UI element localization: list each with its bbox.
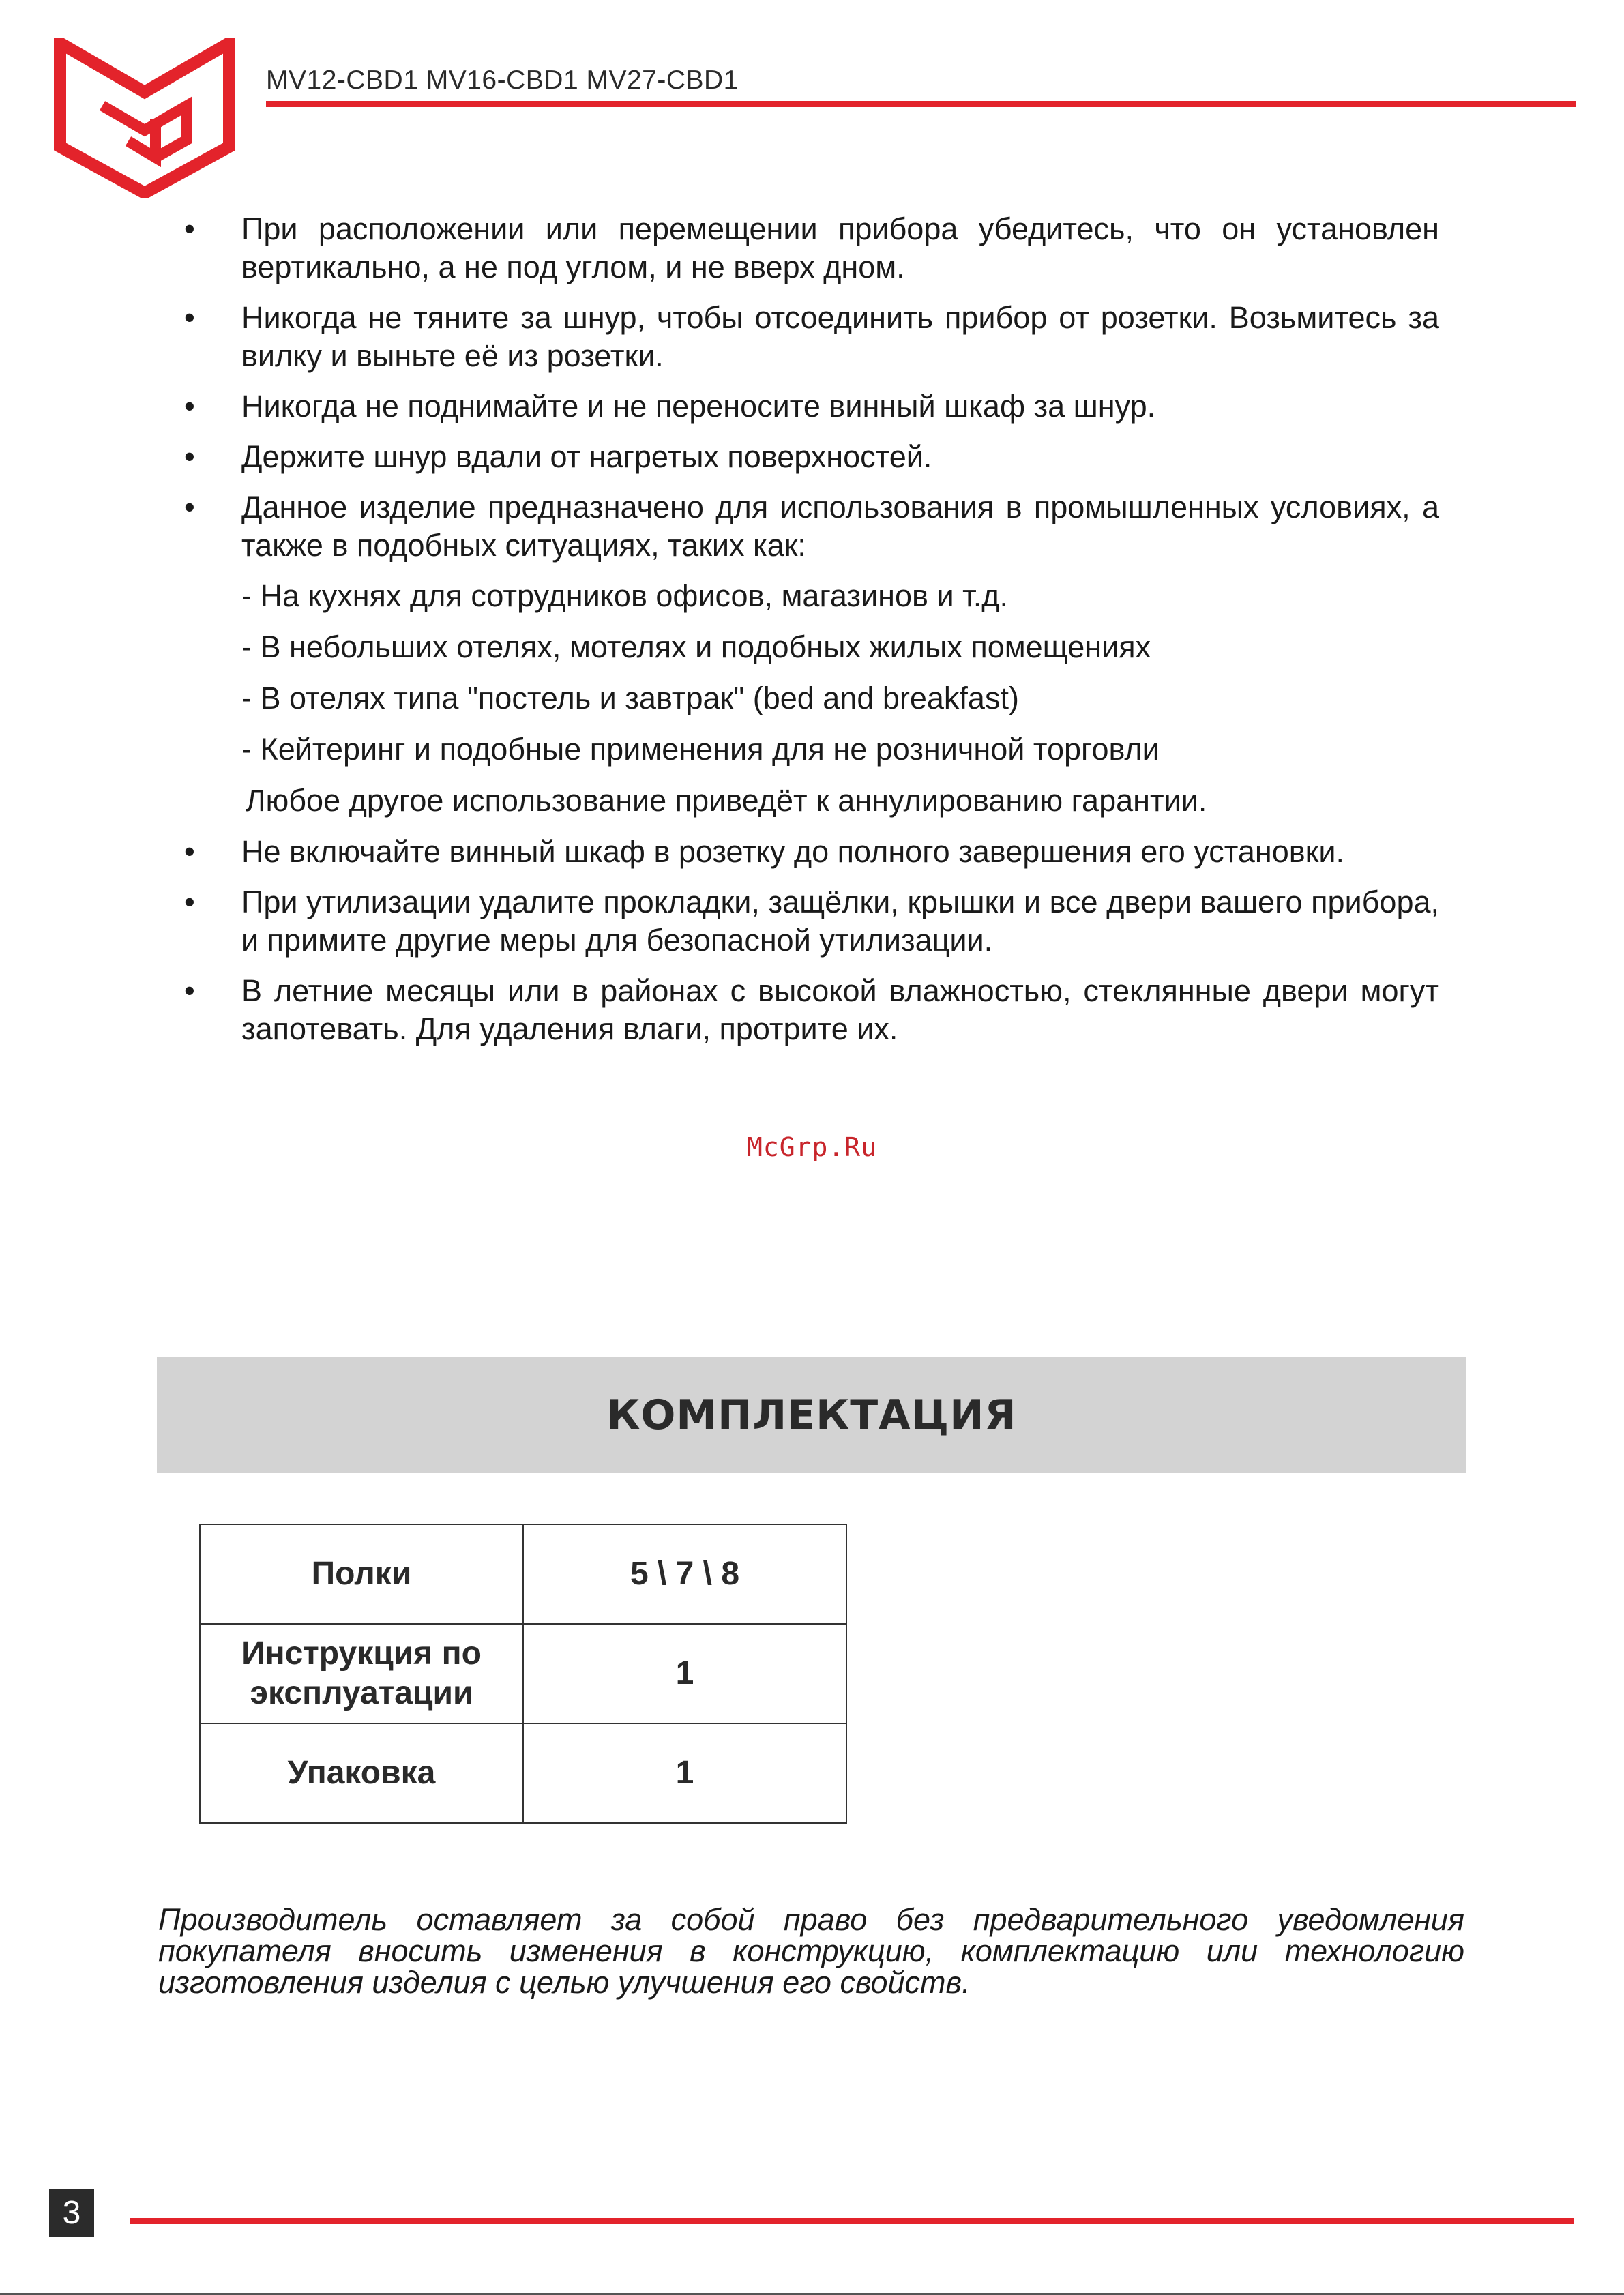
usage-item: - На кухнях для сотрудников офисов, магазинов и т.д. — [241, 578, 1008, 613]
table-row — [200, 1524, 846, 1624]
list-item: • При расположении или перемещении прибора убедитесь, что он установлен вертикально, а не под углом, и не вверх дном. — [184, 211, 1439, 284]
list-item: • Данное изделие предназначено для использования в промышленных условиях, а также в подобных ситуациях, таких как: — [184, 490, 1439, 563]
list-item: • Не включайте винный шкаф в розетку до полного завершения его установки. — [184, 833, 1439, 871]
section-title: КОМПЛЕКТАЦИЯ — [606, 1391, 1017, 1439]
bullet-icon: • — [184, 300, 195, 335]
list-item: • Никогда не поднимайте и не переносите винный шкаф за шнур. — [184, 387, 1439, 426]
usage-item: - В отелях типа "постель и завтрак" (bed and breakfast) — [241, 681, 1019, 715]
bullet-icon: • — [184, 834, 195, 869]
list-item: • При утилизации удалите прокладки, защёлки, крышки и все двери вашего прибора, и примите другие меры для безопасной утилизации. — [184, 885, 1439, 958]
safety-instructions — [184, 210, 1439, 1061]
kit-table — [199, 1524, 847, 1824]
section-header — [157, 1357, 1466, 1473]
table-cell-qty: 1 — [523, 1723, 846, 1823]
watermark: McGrp.Ru — [746, 1132, 878, 1162]
usage-item: - Кейтеринг и подобные применения для не розничной торговли — [241, 732, 1160, 767]
table-row — [200, 1723, 846, 1823]
disclaimer: Производитель оставляет за собой право без предварительного уведомления покупателя вносить изменения в конструкцию, комплектацию или технологию изготовления изделия с целью улучшения его свойств. — [158, 1902, 1464, 2000]
table-cell-qty: 5 \ 7 \ 8 — [523, 1524, 846, 1624]
model-numbers: MV12-CBD1 MV16-CBD1 MV27-CBD1 — [266, 65, 739, 95]
bullet-icon: • — [184, 439, 195, 474]
list-item: • В летние месяцы или в районах с высокой влажностью, стеклянные двери могут запотевать. Для удаления влаги, протрите их. — [184, 973, 1439, 1046]
list-item: • Держите шнур вдали от нагретых поверхностей. — [184, 438, 1439, 476]
table-cell-qty: 1 — [523, 1624, 846, 1723]
table-cell-item: Инструкция по эксплуатации — [200, 1624, 523, 1723]
bullet-icon: • — [184, 211, 195, 246]
table-cell-item: Упаковка — [200, 1723, 523, 1823]
usage-item: - В небольших отелях, мотелях и подобных жилых помещениях — [241, 630, 1151, 664]
bullet-icon: • — [184, 490, 195, 524]
brand-logo-icon — [53, 38, 236, 198]
bullet-icon: • — [184, 885, 195, 919]
table-cell-item: Полки — [200, 1524, 523, 1624]
bullet-icon: • — [184, 973, 195, 1008]
table-row — [200, 1624, 846, 1723]
warranty-note: Любое другое использование приведёт к аннулированию гарантии. — [246, 783, 1207, 818]
header-divider — [266, 101, 1576, 107]
footer-divider — [130, 2218, 1574, 2224]
list-item: • Никогда не тяните за шнур, чтобы отсоединить прибор от розетки. Возьмитесь за вилку и выньте её из розетки. — [184, 300, 1439, 373]
page-number: 3 — [49, 2189, 94, 2237]
bullet-icon: • — [184, 389, 195, 424]
